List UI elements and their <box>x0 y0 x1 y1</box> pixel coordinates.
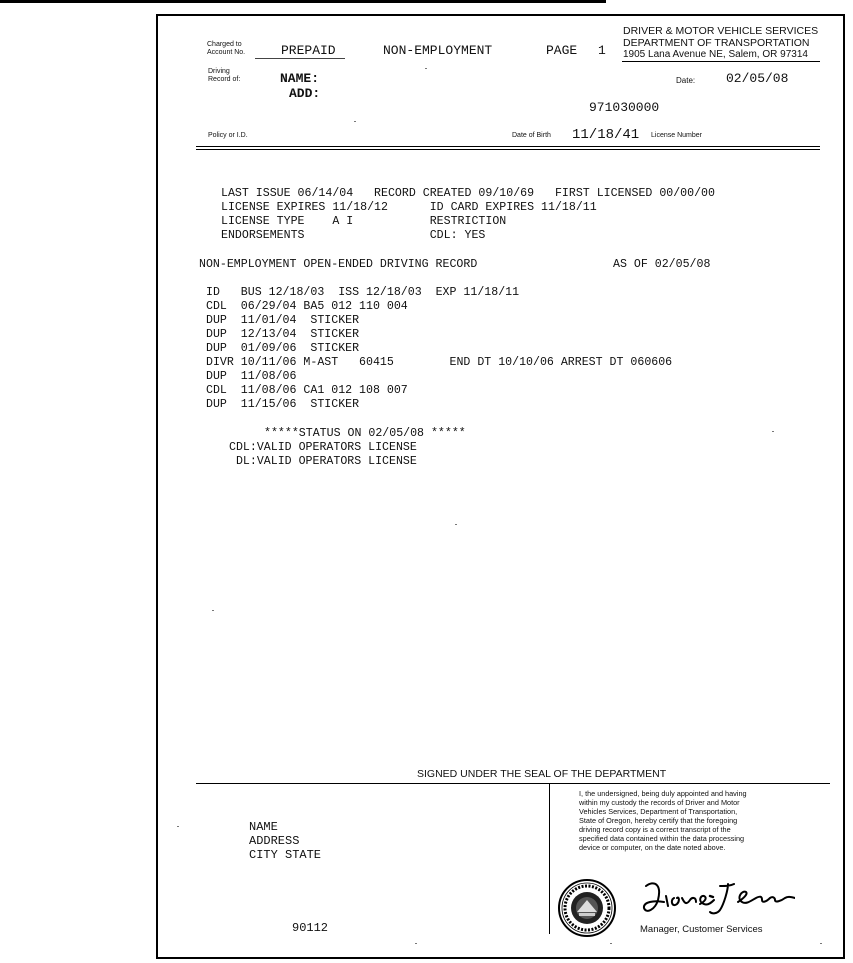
record-entry: ID BUS 12/18/03 ISS 12/18/03 EXP 11/18/11 <box>206 286 520 299</box>
footer-divider <box>549 784 550 934</box>
record-entry: CDL 06/29/04 BA5 012 110 004 <box>206 300 408 313</box>
account-underline <box>255 58 345 59</box>
footer-rule <box>196 783 830 784</box>
policy-label: Policy or I.D. <box>208 132 248 139</box>
record-entry: DUP 11/08/06 <box>206 370 297 383</box>
record-entry: DUP 11/01/04 STICKER <box>206 314 360 327</box>
record-entry: CDL 11/08/06 CA1 012 108 007 <box>206 384 408 397</box>
page-label: PAGE <box>546 43 578 58</box>
record-entry: DUP 01/09/06 STICKER <box>206 342 360 355</box>
zip-code: 90112 <box>292 921 329 935</box>
certification-line: driving record copy is a correct transcript of the <box>579 825 731 834</box>
dob-value: 11/18/41 <box>572 127 640 143</box>
license-label: License Number <box>651 132 702 139</box>
signer-title: Manager, Customer Services <box>640 924 763 935</box>
date-value: 02/05/08 <box>726 71 789 86</box>
certification-line: State of Oregon, hereby certify that the foregoing <box>579 816 738 825</box>
summary-line: LICENSE TYPE A I RESTRICTION <box>221 215 507 228</box>
header-rule-1 <box>196 146 820 147</box>
scan-speck <box>425 68 427 69</box>
agency-underline <box>622 61 820 62</box>
address-line: NAME <box>249 820 278 834</box>
address-line: CITY STATE <box>249 848 322 862</box>
as-of-date: AS OF 02/05/08 <box>613 258 711 271</box>
seal-heading: SIGNED UNDER THE SEAL OF THE DEPARTMENT <box>417 768 667 780</box>
record-entry: DIVR 10/11/06 M-AST 60415 END DT 10/10/06 ARREST DT 060606 <box>206 356 673 369</box>
certification-line: within my custody the records of Driver and Motor <box>579 798 740 807</box>
agency-line-2: DEPARTMENT OF TRANSPORTATION <box>623 37 810 49</box>
scan-speck <box>455 524 457 525</box>
agency-line-3: 1905 Lana Avenue NE, Salem, OR 97314 <box>623 49 808 60</box>
signature-icon <box>640 874 795 922</box>
document-frame <box>156 14 845 959</box>
header-rule-2 <box>196 149 820 150</box>
certification-line: I, the undersigned, being duly appointed and having <box>579 789 747 798</box>
dob-label: Date of Birth <box>512 132 551 139</box>
record-number: 971030000 <box>589 100 660 115</box>
scan-speck <box>354 121 356 122</box>
certification-line: specified data contained within the data processing <box>579 834 745 843</box>
record-entry: DUP 12/13/04 STICKER <box>206 328 360 341</box>
record-entry: DUP 11/15/06 STICKER <box>206 398 360 411</box>
page-number: 1 <box>598 43 606 58</box>
driving-label-2: Record of: <box>208 76 241 83</box>
scan-speck <box>610 943 612 944</box>
agency-line-1: DRIVER & MOTOR VEHICLE SERVICES <box>623 25 819 37</box>
scan-speck <box>772 431 774 432</box>
status-line: CDL:VALID OPERATORS LICENSE <box>229 441 417 454</box>
summary-line: LAST ISSUE 06/14/04 RECORD CREATED 09/10/69 FIRST LICENSED 00/00/00 <box>221 187 715 200</box>
status-title: *****STATUS ON 02/05/08 ***** <box>264 427 466 440</box>
summary-line: LICENSE EXPIRES 11/18/12 ID CARD EXPIRES 11/18/11 <box>221 201 597 214</box>
record-title: NON-EMPLOYMENT OPEN-ENDED DRIVING RECORD <box>199 258 478 271</box>
charged-label-1: Charged to <box>207 41 242 48</box>
address-line: ADDRESS <box>249 834 300 848</box>
status-line: DL:VALID OPERATORS LICENSE <box>229 455 417 468</box>
summary-line: ENDORSEMENTS CDL: YES <box>221 229 486 242</box>
driving-label-1: Driving <box>208 68 230 75</box>
certification-line: Vehicles Services, Department of Transportation, <box>579 807 738 816</box>
department-seal-icon <box>557 878 617 938</box>
record-type: NON-EMPLOYMENT <box>383 43 493 58</box>
name-label: NAME: <box>280 71 320 86</box>
charged-label-2: Account No. <box>207 49 246 56</box>
scan-speck <box>177 826 179 827</box>
date-label: Date: <box>676 76 696 85</box>
scan-speck <box>415 943 417 944</box>
scan-speck <box>212 610 214 611</box>
add-label: ADD: <box>289 86 321 101</box>
top-rule <box>0 0 606 3</box>
certification-line: device or computer, on the date noted above. <box>579 843 726 852</box>
account-value: PREPAID <box>281 43 336 58</box>
scan-speck <box>820 943 822 944</box>
